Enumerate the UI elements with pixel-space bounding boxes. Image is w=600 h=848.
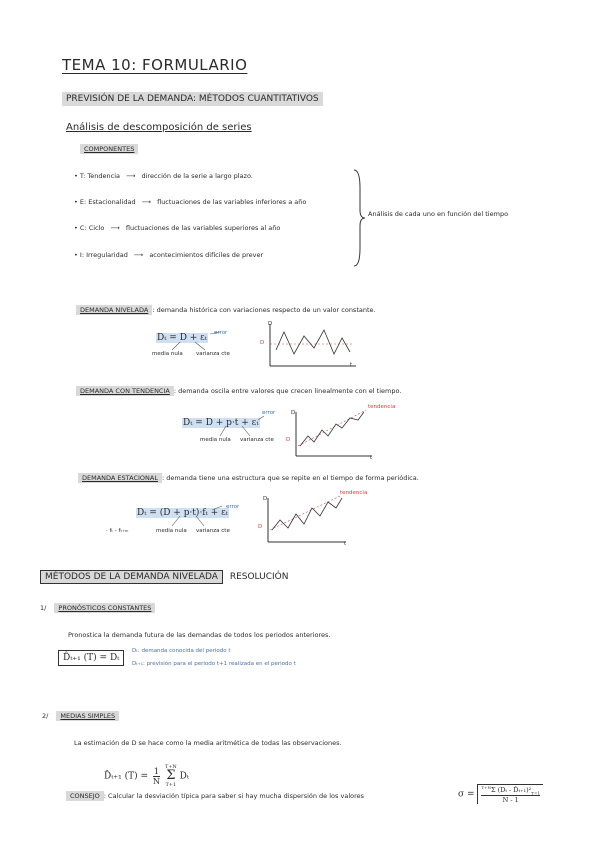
brace-note: Análisis de cada uno en función del tiempo: [368, 210, 509, 218]
axis-x-label: t: [370, 455, 373, 461]
sigma-num-sub: T=1: [531, 790, 540, 796]
component-name: E: Estacionalidad: [79, 198, 136, 206]
annotation-left: media nula: [152, 351, 183, 357]
annotation-arrows: [196, 414, 276, 438]
annotation-left: media nula: [156, 528, 187, 534]
fraction: [153, 767, 160, 786]
d-level-label: D: [260, 340, 265, 346]
annotation-error: error: [226, 504, 240, 510]
formula-legend: Dₜ₊₁: previsión para el periodo t+1 realizada en el periodo t: [132, 661, 296, 667]
sum-icon: Σ: [166, 768, 176, 783]
demand-type-label: DEMANDA ESTACIONAL: [78, 473, 162, 483]
sigma-formula: [458, 784, 543, 804]
method-title: MEDIAS SIMPLES: [56, 711, 119, 721]
consejo-row: [66, 792, 364, 800]
formula-text: D̂ₜ₊₁ (T) = Dₜ: [58, 650, 124, 666]
summation: [165, 764, 177, 788]
sqrt-fraction: [477, 784, 542, 804]
subsection-heading: [66, 122, 252, 133]
axis-x-label: t: [350, 362, 353, 368]
consejo-text: : Calcular la desviación típica para saber si hay mucha dispersión de los valores: [103, 792, 365, 800]
formula-text: Dₜ = D + p·t + εₜ: [183, 418, 259, 428]
annotation-arrows: [150, 504, 230, 528]
method-heading: [40, 604, 155, 612]
annotation-right: varianza cte: [240, 437, 274, 443]
arrow-right-icon: ⟶: [133, 251, 144, 259]
component-item: • E: Estacionalidad ⟶ fluctuaciones de las variables inferiores a año: [74, 198, 307, 206]
page-title: TEMA 10: FORMULARIO: [62, 56, 248, 74]
method-heading: [42, 712, 119, 720]
sigma-left: σ =: [458, 789, 475, 800]
demand-type-row: [76, 387, 401, 395]
component-item: • T: Tendencia ⟶ dirección de la serie a largo plazo.: [74, 172, 253, 180]
axis-x-label: t: [344, 541, 347, 547]
demand-type-desc: : demanda tiene una estructura que se repite en el tiempo de forma periódica.: [161, 474, 419, 482]
method-text: Pronostica la demanda futura de las demandas de todos los periodos anteriores.: [68, 631, 331, 639]
method-number: 2/: [42, 712, 49, 720]
axis-y-label: D: [268, 321, 273, 327]
component-desc: fluctuaciones de las variables inferiores a año: [157, 198, 307, 206]
arrow-right-icon: ⟶: [126, 172, 136, 180]
arrow-right-icon: ⟶: [110, 224, 120, 232]
demand-type-label: DEMANDA NIVELADA: [76, 305, 152, 315]
sum-top: T+N: [164, 764, 177, 770]
demand-type-label: DEMANDA CON TENDENCIA: [76, 386, 174, 396]
formula-media-simple: [104, 764, 189, 788]
component-name: C: Ciclo: [79, 224, 105, 232]
method-title: PRONÓSTICOS CONSTANTES: [54, 603, 155, 613]
formula-text: Dₜ = D + εₜ: [157, 333, 208, 343]
axis-y-label: D: [263, 496, 268, 502]
sigma-denominator: N - 1: [502, 796, 519, 805]
annotation-left: media nula: [200, 437, 231, 443]
arrow-right-icon: ⟶: [141, 198, 152, 206]
component-desc: acontecimientos difíciles de prever: [149, 251, 264, 259]
chart-estacional: [262, 496, 354, 546]
d-level-label: D: [258, 524, 263, 530]
demand-type-row: [78, 474, 419, 482]
chart-nivelada: [262, 320, 362, 370]
component-desc: fluctuaciones de las variables superiores al año: [125, 224, 281, 232]
demand-type-desc: : demanda histórica con variaciones respecto de un valor constante.: [152, 306, 376, 314]
sigma-num-text: Σ (Dₜ - D̂ₜ₊₁)²: [490, 786, 532, 795]
annotation-error: error: [214, 330, 228, 336]
d-level-label: D: [286, 437, 291, 443]
sigma-numerator: [481, 785, 539, 796]
method-number: 1/: [40, 604, 47, 612]
annotation-arrows: [150, 330, 230, 352]
annotation-error: error: [262, 410, 276, 416]
trend-label: tendencia: [368, 404, 396, 410]
component-name: T: Tendencia: [79, 172, 121, 180]
componentes-label-text: COMPONENTES: [80, 144, 138, 154]
section-box-text: MÉTODOS DE LA DEMANDA NIVELADA: [40, 570, 223, 584]
method-text: La estimación de D se hace como la media aritmética de todas las observaciones.: [74, 739, 342, 747]
section-heading-text: PREVISIÓN DE LA DEMANDA: MÉTODOS CUANTITATIVOS: [62, 92, 323, 106]
subsection-heading-text: Análisis de descomposición de series: [66, 122, 252, 133]
componentes-label: [80, 145, 138, 153]
fraction-num: 1: [153, 766, 160, 776]
sigma-num-sup: T+N: [481, 785, 491, 790]
chart-tendencia: [290, 410, 380, 460]
consejo-label: CONSEJO: [66, 791, 104, 801]
sum-bottom: T+1: [165, 782, 177, 788]
formula-legend: Dₜ: demanda conocida del periodo t: [132, 648, 231, 654]
formula-text: Dₜ = (D + p·t)·fₜ + εₜ: [137, 508, 228, 518]
formula-left: D̂ₜ₊₁ (T) =: [104, 771, 149, 782]
annotation-right: varianza cte: [196, 351, 230, 357]
section-tail-text: RESOLUCIÓN: [229, 572, 289, 582]
component-item: • C: Ciclo ⟶ fluctuaciones de las variables superiores al año: [74, 224, 281, 232]
demand-type-desc: : demanda oscila entre valores que crecen linealmente con el tiempo.: [173, 387, 402, 395]
sum-term: Dₜ: [179, 771, 190, 782]
brace-icon: [352, 168, 366, 268]
axis-y-label: D: [291, 410, 296, 416]
component-item: • I: Irregularidad ⟶ acontecimientos difíciles de prever: [74, 251, 264, 259]
section-heading: [40, 572, 288, 582]
component-desc: dirección de la serie a largo plazo.: [141, 172, 253, 180]
component-name: I: Irregularidad: [79, 251, 128, 259]
annotation-extra: · fₜ - fₜ₊ₘ: [106, 528, 129, 534]
formula: [58, 650, 124, 666]
annotation-right: varianza cte: [196, 528, 230, 534]
section-heading: [62, 94, 323, 104]
demand-type-row: [76, 306, 376, 314]
trend-label: tendencia: [340, 490, 368, 496]
fraction-den: N: [152, 776, 160, 786]
